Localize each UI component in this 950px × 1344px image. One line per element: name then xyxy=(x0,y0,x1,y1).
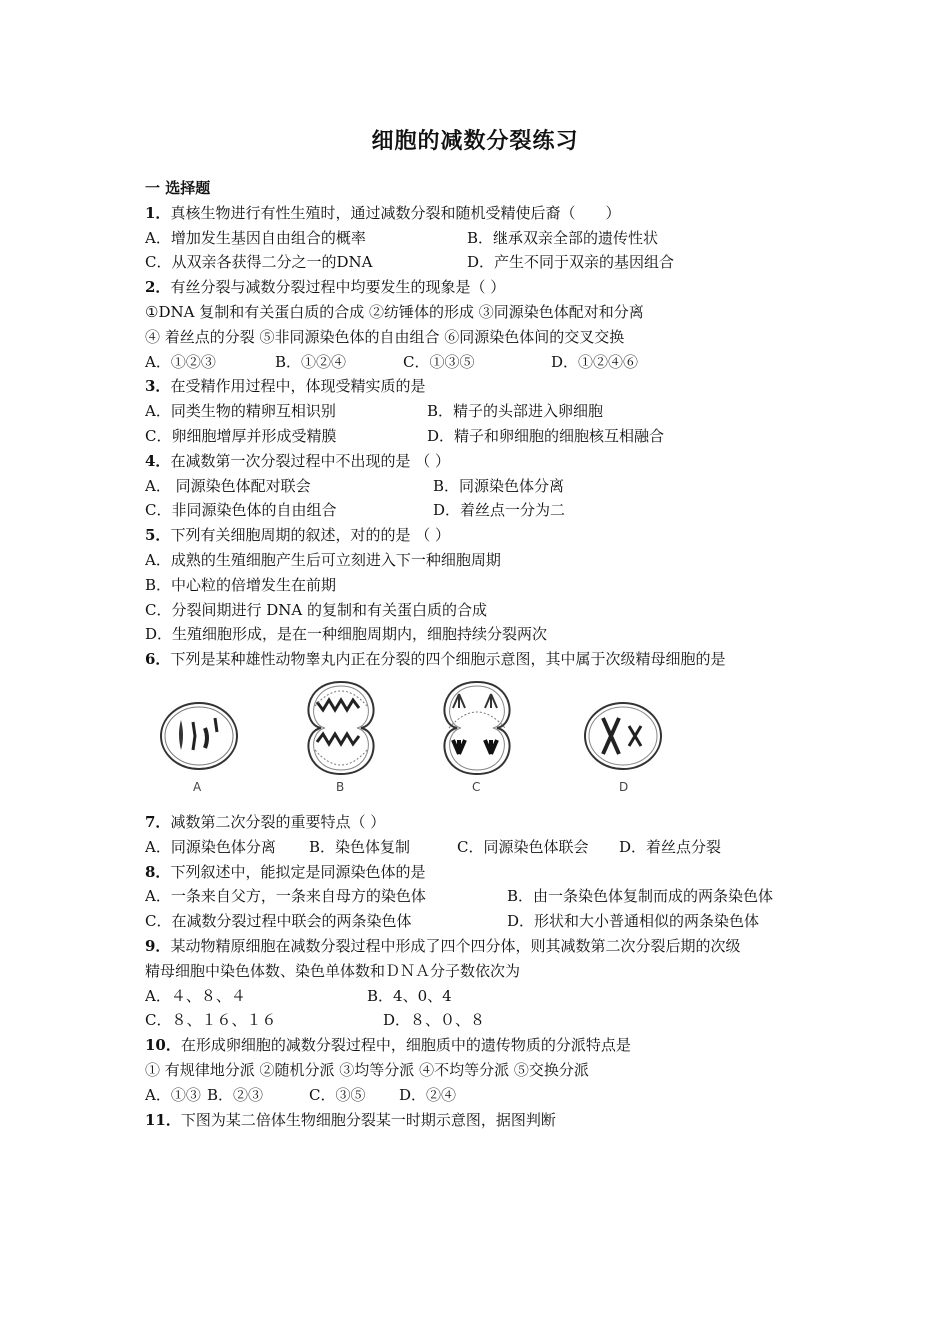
cell-diagram-b xyxy=(301,676,381,780)
question-7: 7．减数第二次分裂的重要特点（ ） xyxy=(145,812,386,831)
option: B．由一条染色体复制而成的两条染色体 xyxy=(507,887,774,906)
option: B．同源染色体分离 xyxy=(433,476,565,495)
option: B．②③ xyxy=(207,1085,264,1104)
option: B．继承双亲全部的遗传性状 xyxy=(467,228,659,247)
question-10: 10．在形成卵细胞的减数分裂过程中，细胞质中的遗传物质的分派特点是 xyxy=(145,1036,631,1055)
figure-label-d: D xyxy=(619,779,629,794)
option: C．同源染色体联会 xyxy=(457,837,589,856)
option: A．成熟的生殖细胞产生后可立刻进入下一种细胞周期 xyxy=(145,550,501,569)
options-row xyxy=(145,474,825,499)
figure-label-c: C xyxy=(472,779,481,794)
question-8: 8．下列叙述中，能拟定是同源染色体的是 xyxy=(145,862,426,881)
options-row xyxy=(145,350,825,375)
options-row xyxy=(145,399,825,424)
option: D．形状和大小普通相似的两条染色体 xyxy=(507,912,760,931)
figure-label-a: A xyxy=(193,779,202,794)
option: A．增加发生基因自由组合的概率 xyxy=(145,228,366,247)
options-row xyxy=(145,1083,825,1108)
option: A．①②③ xyxy=(145,352,216,371)
question-9: 9．某动物精原细胞在减数分裂过程中形成了四个四分体，则其减数第二次分裂后期的次级 xyxy=(145,936,741,955)
options-row xyxy=(145,226,825,251)
question-text: 精母细胞中染色体数、染色单体数和ＤＮＡ分子数依次为 xyxy=(145,961,521,980)
option: A．一条来自父方，一条来自母方的染色体 xyxy=(145,887,426,906)
options-row xyxy=(145,1008,825,1033)
option: B．中心粒的倍增发生在前期 xyxy=(145,575,337,594)
option: B．①②④ xyxy=(275,352,347,371)
option: A．①③ xyxy=(145,1085,201,1104)
options-row xyxy=(145,835,825,860)
question-1: 1．真核生物进行有性生殖时，通过减数分裂和随机受精使后裔（ ） xyxy=(145,203,621,222)
options-row xyxy=(145,984,825,1009)
option: D．②④ xyxy=(399,1085,457,1104)
option: B．4、0、4 xyxy=(367,986,452,1005)
option: C．从双亲各获得二分之一的DNA xyxy=(145,253,373,272)
options-row xyxy=(145,424,825,449)
option: D．产生不同于双亲的基因组合 xyxy=(467,253,675,272)
question-text: ④ 着丝点的分裂 ⑤非同源染色体的自由组合 ⑥同源染色体间的交叉交换 xyxy=(145,327,625,346)
options-row xyxy=(145,250,825,275)
question-11: 11．下图为某二倍体生物细胞分裂某一时期示意图，据图判断 xyxy=(145,1110,556,1129)
options-row xyxy=(145,884,825,909)
option: D．８、０、８ xyxy=(383,1011,486,1030)
option: C．分裂间期进行 DNA 的复制和有关蛋白质的合成 xyxy=(145,600,487,619)
option: A．同源染色体分离 xyxy=(145,837,276,856)
question-list xyxy=(145,176,825,1132)
option: C．③⑤ xyxy=(309,1085,366,1104)
figure-label-b: B xyxy=(336,779,345,794)
cell-diagrams xyxy=(145,672,825,810)
cell-diagram-a xyxy=(159,676,239,776)
option: B．染色体复制 xyxy=(309,837,411,856)
section-heading: 一 选择题 xyxy=(145,179,211,197)
question-text: ① 有规律地分派 ②随机分派 ③均等分派 ④不均等分派 ⑤交换分派 xyxy=(145,1060,589,1079)
option: D．①②④⑥ xyxy=(551,352,639,371)
option: B．精子的头部进入卵细胞 xyxy=(427,402,604,421)
option: C．８、１６、１６ xyxy=(145,1011,277,1030)
option: C．在减数分裂过程中联会的两条染色体 xyxy=(145,912,412,931)
page-title: 细胞的减数分裂练习 xyxy=(371,128,579,154)
option: A．４、８、４ xyxy=(145,986,246,1005)
question-6: 6．下列是某种雄性动物睾丸内正在分裂的四个细胞示意图，其中属于次级精母细胞的是 xyxy=(145,650,726,669)
option: D．着丝点分裂 xyxy=(619,837,722,856)
option: D．生殖细胞形成，是在一种细胞周期内，细胞持续分裂两次 xyxy=(145,625,548,644)
option: C．卵细胞增厚并形成受精膜 xyxy=(145,426,337,445)
option: C．①③⑤ xyxy=(403,352,475,371)
question-5: 5．下列有关细胞周期的叙述，对的的是 （ ） xyxy=(145,526,450,545)
option: A．同类生物的精卵互相识别 xyxy=(145,402,336,421)
option: D．着丝点一分为二 xyxy=(433,501,566,520)
option: C．非同源染色体的自由组合 xyxy=(145,501,337,520)
cell-diagram-c xyxy=(437,676,517,780)
question-4: 4．在减数第一次分裂过程中不出现的是 （ ） xyxy=(145,451,450,470)
question-2: 2．有丝分裂与减数分裂过程中均要发生的现象是（ ） xyxy=(145,278,506,297)
option: A． 同源染色体配对联会 xyxy=(145,476,311,495)
question-3: 3．在受精作用过程中，体现受精实质的是 xyxy=(145,377,426,396)
option: D．精子和卵细胞的细胞核互相融合 xyxy=(427,426,665,445)
options-row xyxy=(145,498,825,523)
options-row xyxy=(145,909,825,934)
question-text: ①DNA 复制和有关蛋白质的合成 ②纺锤体的形成 ③同源染色体配对和分离 xyxy=(145,302,644,321)
cell-diagram-d xyxy=(583,676,663,776)
